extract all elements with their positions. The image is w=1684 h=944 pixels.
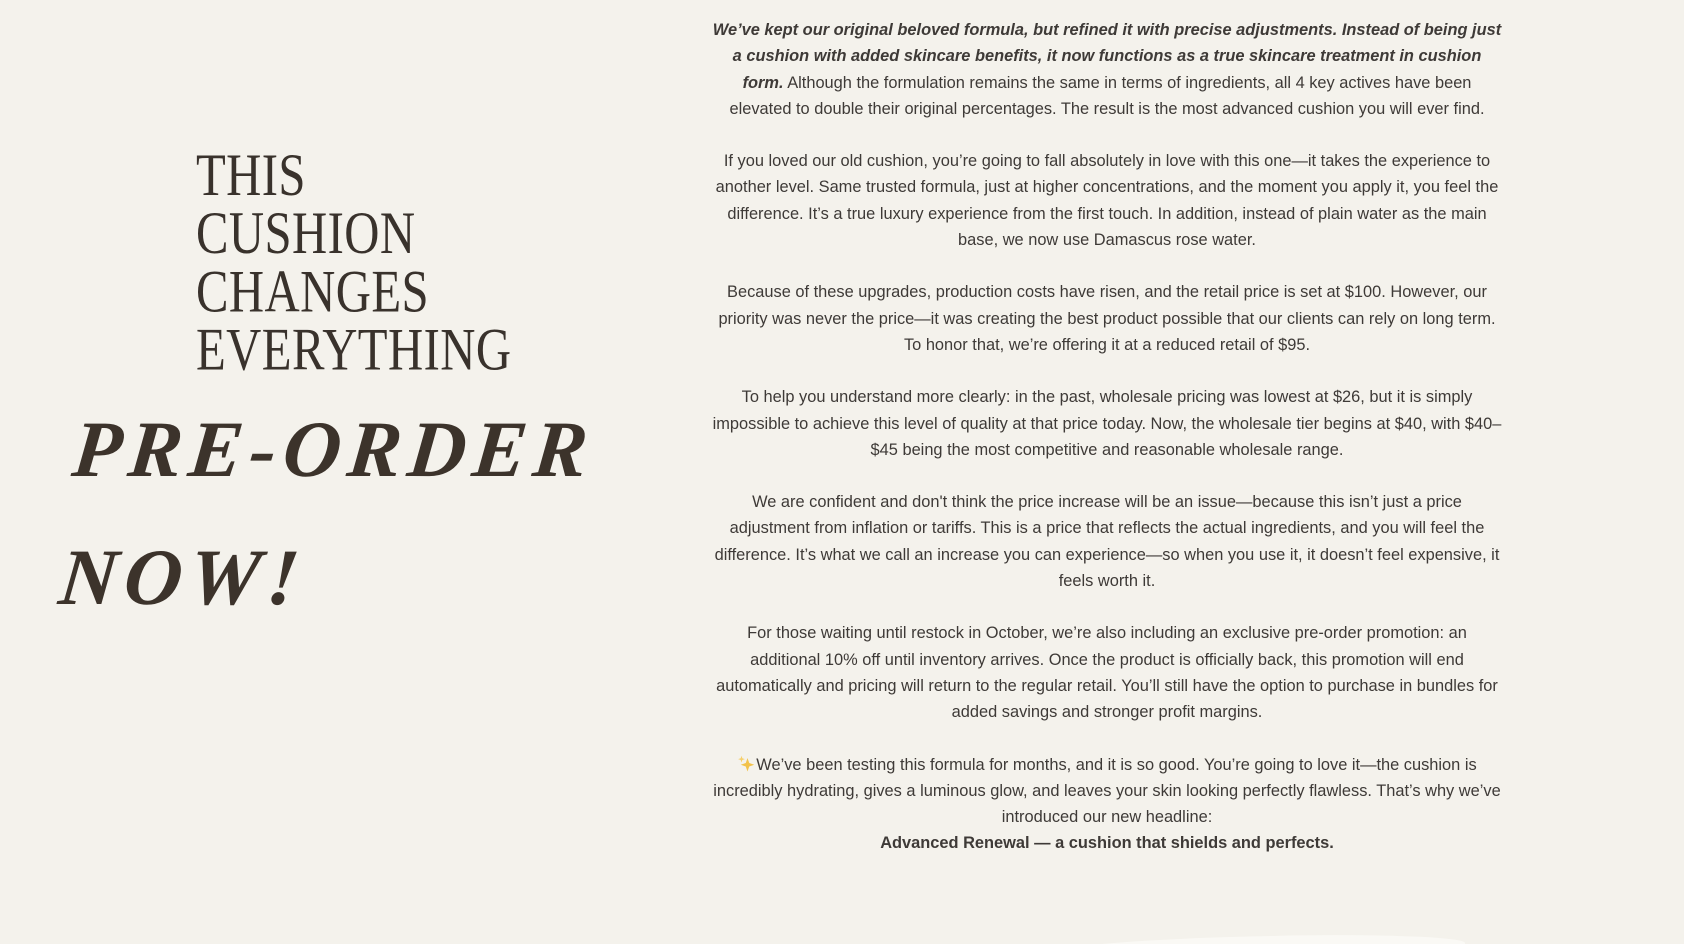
headline-line-3: CHANGES (196, 257, 430, 325)
left-panel (0, 0, 700, 944)
preorder-line-1: PRE-ORDER (68, 406, 599, 494)
headline (196, 140, 512, 384)
paragraph-confidence: We are confident and don't think the price increase will be an issue—because this isn’t just a price adjustment from inflation or tariffs. This is a price that reflects the actual ingredients, and you will feel the difference. It’s what we call an increase you can experience—so when you use it, it doesn’t feel expensive, it feels worth it. (714, 493, 1500, 591)
paragraph-intro (712, 17, 1502, 122)
product-image-edge (1055, 933, 1465, 944)
sparkles-icon (737, 755, 755, 773)
paragraph-testimonial (712, 752, 1502, 857)
preorder-line-2: NOW! (55, 534, 311, 622)
product-headline: Advanced Renewal — a cushion that shields and perfects. (880, 834, 1334, 853)
paragraph-promotion: For those waiting until restock in October, we’re also including an exclusive pre-order promotion: an additional 10% off until inventory arrives. Once the product is officially back, this promotion will end automatically and pricing will return to the regular retail. You’ll still have the option to purchase in bundles for added savings and stronger profit margins. (716, 624, 1498, 722)
testimonial-text: We’ve been testing this formula for months, and it is so good. You’re going to love it—the cushion is incredibly hydrating, gives a luminous glow, and leaves your skin looking perfectly flawless. That’s why we’ve introduced our new headline: (713, 755, 1501, 827)
headline-line-2: CUSHION (196, 199, 416, 267)
intro-bold-lead: We’ve kept our original beloved formula, but refined it with precise adjustments. Instead of being just a cushion with added skincare benefits, it now functions as a true skincare treatment in cushion form. (712, 21, 1502, 92)
announcement-body (712, 0, 1502, 857)
headline-line-1: THIS (196, 140, 306, 209)
intro-rest: Although the formulation remains the same in terms of ingredients, all 4 key actives have been elevated to double their original percentages. The result is the most advanced cushion you will ever find. (729, 73, 1485, 118)
paragraph-experience: If you loved our old cushion, you’re going to fall absolutely in love with this one—it takes the experience to another level. Same trusted formula, just at higher concentrations, and the moment you apply it, you feel the difference. It’s a true luxury experience from the first touch. In addition, instead of plain water as the main base, we now use Damascus rose water. (715, 152, 1499, 250)
preorder-handwritten-note (53, 386, 601, 642)
paragraph-wholesale: To help you understand more clearly: in the past, wholesale pricing was lowest at $26, but it is simply impossible to achieve this level of quality at that price today. Now, the wholesale tier begins at $40, with $40–$45 being the most competitive and reasonable wholesale range. (712, 388, 1502, 459)
headline-line-4: EVERYTHING (196, 315, 512, 384)
paragraph-pricing: Because of these upgrades, production costs have risen, and the retail price is set at $100. However, our priority was never the price—it was creating the best product possible that our clients can rely on long term. To honor that, we’re offering it at a reduced retail of $95. (718, 283, 1496, 354)
